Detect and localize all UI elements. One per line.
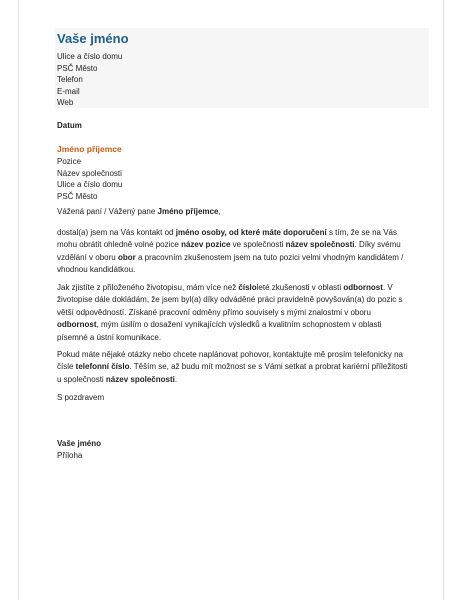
- p1-text: a pracovním zkušenostem jsem na tuto pozici velmi vhodným kandidátem / vhodnou kandidátkou.: [57, 252, 404, 275]
- sender-email[interactable]: E-mail: [57, 86, 80, 96]
- p3-text: Pokud máte nějaké otázky nebo chcete naplánovat pohovor, kontaktujte mě prosím telefonicky na čísle: [57, 350, 403, 372]
- signature-name[interactable]: Vaše jméno: [57, 439, 102, 448]
- attachment-label[interactable]: Příloha: [57, 451, 83, 460]
- p1-company-placeholder: název společnosti: [285, 240, 355, 250]
- sender-web[interactable]: Web: [57, 98, 74, 107]
- salutation-prefix: Vážená paní / Vážený pane: [57, 207, 158, 216]
- p1-text: . Díky svému vzdělání v oboru: [57, 240, 401, 262]
- p3-company-placeholder: název společnosti: [105, 374, 175, 384]
- body-paragraph-2[interactable]: [57, 282, 409, 344]
- p1-field-placeholder: obor: [117, 252, 136, 262]
- p2-text: Jak zjistíte z přiloženého životopisu, mám více než: [57, 283, 239, 292]
- recipient-position[interactable]: Pozice: [57, 157, 82, 166]
- p2-text: , mým úsilím o dosažení vynikajících výsledků a kvalitním schopnostem v oblasti písemné a ústní komunikace.: [57, 320, 382, 342]
- closing[interactable]: S pozdravem: [57, 393, 105, 402]
- letter-date[interactable]: Datum: [57, 121, 82, 130]
- p3-phone-placeholder: telefonní číslo: [75, 362, 130, 372]
- p2-expertise-placeholder: odbornost: [343, 283, 383, 292]
- sender-street[interactable]: Ulice a číslo domu: [57, 52, 123, 61]
- body-paragraph-1[interactable]: [57, 227, 409, 277]
- recipient-address-block: [57, 156, 122, 202]
- recipient-company[interactable]: Název společnosti: [57, 168, 122, 178]
- salutation-name: Jméno příjemce: [157, 207, 219, 216]
- p2-expertise-placeholder: odbornost: [57, 320, 97, 330]
- p3-text: .: [174, 374, 178, 384]
- p1-text: s tím, že se na Vás mohu obrátit ohledně volné pozice: [57, 228, 397, 250]
- salutation[interactable]: [57, 207, 221, 216]
- sender-address-block: [57, 51, 122, 109]
- p1-referrer-placeholder: jméno osoby, od které máte doporučení: [175, 228, 327, 237]
- recipient-name[interactable]: Jméno příjemce: [57, 144, 122, 154]
- p2-text: . V životopise dále dokládám, že jsem byl(a) díky odváděné práci pravidelně povyšován(a) do pozic s větší odpovědností. Získané pracovní odměny přímo souvisely s mými znalostmi v oboru: [57, 283, 403, 317]
- sender-name[interactable]: Vaše jméno: [57, 31, 129, 46]
- p3-text: . Těším se, až budu mít možnost se s Vámi setkat a probrat kariérní příležitosti u společnosti: [57, 362, 408, 384]
- p2-text: leté zkušenosti v oblasti: [256, 283, 344, 292]
- p1-text: dostal(a) jsem na Vás kontakt od: [57, 228, 176, 237]
- sender-phone[interactable]: Telefon: [57, 75, 83, 84]
- p2-number-placeholder: číslo: [238, 283, 257, 292]
- p1-position-placeholder: název pozice: [181, 240, 231, 250]
- sender-city[interactable]: PSČ Město: [57, 63, 98, 73]
- body-paragraph-3[interactable]: [57, 349, 409, 386]
- recipient-street[interactable]: Ulice a číslo domu: [57, 180, 123, 189]
- recipient-city[interactable]: PSČ Město: [57, 191, 98, 201]
- p1-text: ve společnosti: [230, 240, 286, 250]
- letter-page: [18, 0, 444, 600]
- salutation-suffix: ,: [218, 207, 221, 216]
